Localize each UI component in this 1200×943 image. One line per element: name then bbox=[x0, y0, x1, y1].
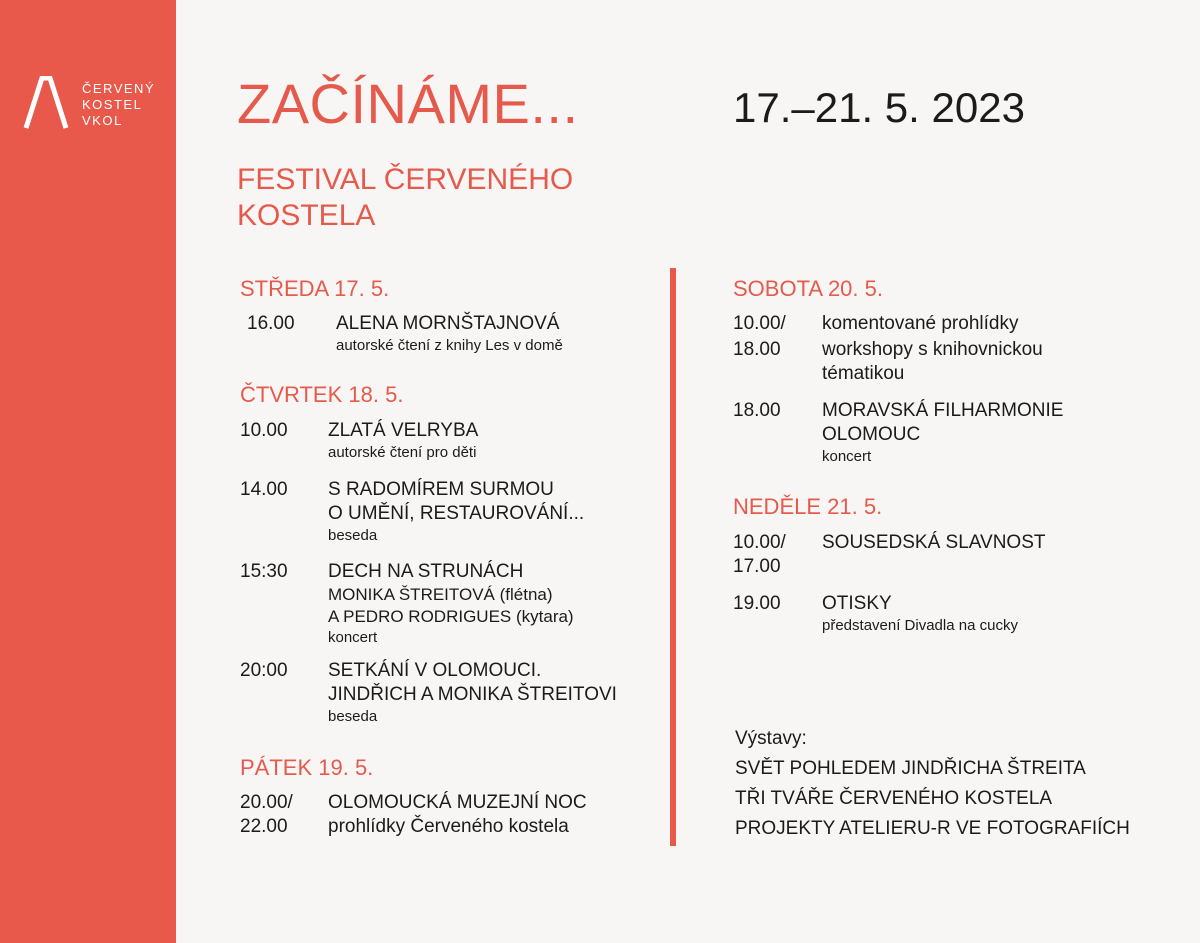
event-item bbox=[336, 312, 563, 356]
exhibition-item: TŘI TVÁŘE ČERVENÉHO KOSTELA bbox=[735, 788, 1053, 809]
event-item bbox=[328, 791, 587, 839]
event-performer: MONIKA ŠTREITOVÁ (flétna) bbox=[328, 585, 553, 604]
event-time: 10.00 bbox=[240, 420, 288, 441]
event-time: 20:00 bbox=[240, 660, 288, 681]
event-title: MORAVSKÁ FILHARMONIE bbox=[822, 400, 1064, 421]
event-item bbox=[328, 560, 574, 648]
event-time bbox=[733, 312, 786, 362]
event-type: beseda bbox=[328, 527, 378, 544]
exhibition-item: SVĚT POHLEDEM JINDŘICHA ŠTREITA bbox=[735, 758, 1086, 779]
event-title: OTISKY bbox=[822, 593, 892, 614]
event-title: tématikou bbox=[822, 363, 905, 384]
event-title: komentované prohlídky bbox=[822, 313, 1019, 334]
event-item bbox=[822, 531, 1046, 555]
exhibitions-label: Výstavy: bbox=[735, 728, 807, 749]
event-title: DECH NA STRUNÁCH bbox=[328, 561, 524, 582]
event-time: 14.00 bbox=[240, 479, 288, 500]
event-item bbox=[822, 592, 1018, 636]
event-title: S RADOMÍREM SURMOU bbox=[328, 479, 554, 500]
event-time: 18.00 bbox=[733, 400, 781, 421]
event-title: workshopy s knihovnickou bbox=[822, 339, 1043, 360]
event-time: 19.00 bbox=[733, 593, 781, 614]
event-time-start: 10.00/ bbox=[733, 313, 786, 334]
event-time-end: 17.00 bbox=[733, 556, 781, 577]
event-type: koncert bbox=[822, 448, 872, 465]
event-title: ZLATÁ VELRYBA bbox=[328, 420, 479, 441]
exhibition-item: PROJEKTY ATELIERU-R VE FOTOGRAFIÍCH bbox=[735, 818, 1130, 839]
event-title: OLOMOUCKÁ MUZEJNÍ NOC bbox=[328, 792, 587, 813]
event-item bbox=[328, 659, 617, 727]
event-type: autorské čtení pro děti bbox=[328, 444, 477, 461]
event-title: ALENA MORNŠTAJNOVÁ bbox=[336, 313, 560, 334]
logo-text bbox=[82, 81, 155, 129]
event-performer: A PEDRO RODRIGUES (kytara) bbox=[328, 607, 574, 626]
event-title: JINDŘICH A MONIKA ŠTREITOVI bbox=[328, 684, 617, 705]
sidebar-band bbox=[0, 0, 176, 943]
event-item bbox=[822, 399, 1063, 467]
event-time-end: 18.00 bbox=[733, 339, 781, 360]
day-heading: PÁTEK 19. 5. bbox=[240, 755, 374, 780]
event-description: prohlídky Červeného kostela bbox=[328, 816, 569, 837]
day-heading: STŘEDA 17. 5. bbox=[240, 276, 390, 301]
logo-line: ČERVENÝ bbox=[82, 81, 156, 96]
event-title: SOUSEDSKÁ SLAVNOST bbox=[822, 532, 1046, 553]
event-title: O UMĚNÍ, RESTAUROVÁNÍ... bbox=[328, 503, 585, 524]
event-type: autorské čtení z knihy Les v domě bbox=[336, 337, 563, 354]
column-divider bbox=[670, 268, 676, 846]
event-time bbox=[240, 791, 293, 839]
event-item bbox=[328, 478, 584, 546]
event-title: OLOMOUC bbox=[822, 424, 921, 445]
event-time bbox=[733, 531, 786, 579]
event-time: 16.00 bbox=[247, 313, 295, 334]
day-heading: SOBOTA 20. 5. bbox=[733, 276, 883, 301]
event-time-end: 22.00 bbox=[240, 816, 288, 837]
page-title: ZAČÍNÁME... bbox=[237, 72, 579, 135]
logo-line: VKOL bbox=[82, 113, 123, 128]
event-time: 15:30 bbox=[240, 561, 288, 582]
day-heading: ČTVRTEK 18. 5. bbox=[240, 382, 404, 407]
event-type: beseda bbox=[328, 708, 378, 725]
church-roof-icon bbox=[22, 76, 70, 130]
event-time-start: 10.00/ bbox=[733, 532, 786, 553]
festival-dates: 17.–21. 5. 2023 bbox=[733, 84, 1025, 131]
event-type: představení Divadla na cucky bbox=[822, 617, 1018, 634]
event-type: koncert bbox=[328, 629, 378, 646]
page-subtitle: FESTIVAL ČERVENÉHO KOSTELA bbox=[237, 163, 574, 232]
event-item bbox=[822, 312, 1043, 386]
event-item bbox=[328, 419, 478, 463]
event-time-start: 20.00/ bbox=[240, 792, 293, 813]
event-title: SETKÁNÍ V OLOMOUCI. bbox=[328, 660, 542, 681]
logo-line: KOSTEL bbox=[82, 97, 143, 112]
day-heading: NEDĚLE 21. 5. bbox=[733, 494, 883, 519]
